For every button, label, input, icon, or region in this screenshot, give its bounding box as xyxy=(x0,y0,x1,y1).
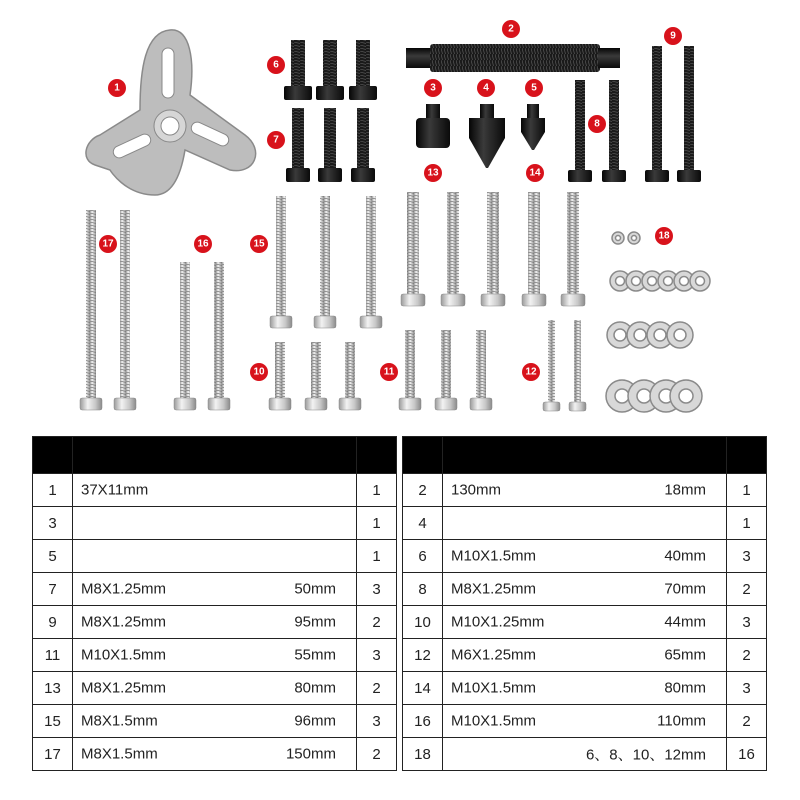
item-spec: M8X1.25mm xyxy=(81,580,167,598)
item-size: 80mm xyxy=(294,679,336,697)
badge-14 xyxy=(526,164,544,182)
table-row xyxy=(403,672,767,705)
badge-17 xyxy=(99,235,117,253)
item-size: 96mm xyxy=(294,712,336,730)
table-row xyxy=(403,540,767,573)
item-spec: M8X1.25mm xyxy=(81,679,167,697)
badge-10 xyxy=(250,363,268,381)
item-quantity: 3 xyxy=(357,705,397,738)
item-description xyxy=(73,639,357,672)
item-spec: M10X1.5mm xyxy=(451,547,537,565)
item-number: 18 xyxy=(403,738,443,771)
item-quantity: 2 xyxy=(357,672,397,705)
item-quantity: 3 xyxy=(357,639,397,672)
table-row xyxy=(33,474,397,507)
item-size: 44mm xyxy=(664,613,706,631)
table-row xyxy=(33,606,397,639)
table-row xyxy=(403,474,767,507)
black-bolts-9 xyxy=(645,46,701,182)
item-number: 2 xyxy=(403,474,443,507)
item-description xyxy=(73,672,357,705)
item-description xyxy=(73,606,357,639)
svg-text:15: 15 xyxy=(253,238,265,250)
item-quantity: 2 xyxy=(727,705,767,738)
item-size: 110mm xyxy=(657,712,706,730)
item-description xyxy=(73,738,357,771)
item-description xyxy=(443,705,727,738)
svg-text:3: 3 xyxy=(430,82,436,94)
adapter-cone-large xyxy=(469,104,505,168)
adapter-cone-small xyxy=(521,104,545,150)
item-size: 80mm xyxy=(664,679,706,697)
item-spec: M8X1.5mm xyxy=(81,712,158,730)
svg-text:6: 6 xyxy=(273,59,279,71)
badge-9 xyxy=(664,27,682,45)
table-header xyxy=(33,437,397,474)
item-number: 6 xyxy=(403,540,443,573)
item-quantity: 2 xyxy=(727,639,767,672)
black-bolts-6 xyxy=(284,40,377,100)
item-quantity: 3 xyxy=(727,540,767,573)
badge-2 xyxy=(502,20,520,38)
silver-bolts-11 xyxy=(399,330,492,410)
item-number: 13 xyxy=(33,672,73,705)
item-quantity: 1 xyxy=(357,540,397,573)
item-number: 8 xyxy=(403,573,443,606)
item-number: 1 xyxy=(33,474,73,507)
svg-text:18: 18 xyxy=(658,230,670,242)
item-size: 95mm xyxy=(294,613,336,631)
table-row xyxy=(33,738,397,771)
table-row xyxy=(403,573,767,606)
item-quantity: 1 xyxy=(727,474,767,507)
svg-text:7: 7 xyxy=(273,134,279,146)
badge-8 xyxy=(588,115,606,133)
item-description xyxy=(73,540,357,573)
item-size: 50mm xyxy=(294,580,336,598)
item-size: 70mm xyxy=(664,580,706,598)
item-description xyxy=(443,540,727,573)
spec-table-left xyxy=(32,436,397,771)
item-description xyxy=(73,507,357,540)
item-size: 6、8、10、12mm xyxy=(585,746,706,764)
silver-bolts-10 xyxy=(269,342,361,410)
item-spec: M8X1.25mm xyxy=(451,580,537,598)
silver-bolts-12 xyxy=(543,320,586,411)
svg-text:5: 5 xyxy=(531,82,537,94)
svg-text:13: 13 xyxy=(427,167,439,179)
item-quantity: 3 xyxy=(357,573,397,606)
table-row xyxy=(33,573,397,606)
badge-18 xyxy=(655,227,673,245)
svg-text:2: 2 xyxy=(508,23,514,35)
spec-table-right xyxy=(402,436,767,771)
table-row xyxy=(403,639,767,672)
svg-text:10: 10 xyxy=(253,366,265,378)
table-row xyxy=(33,507,397,540)
item-spec: M8X1.25mm xyxy=(81,613,167,631)
item-spec: M10X1.25mm xyxy=(451,613,545,631)
table-row xyxy=(403,705,767,738)
item-spec: M6X1.25mm xyxy=(451,646,537,664)
item-number: 12 xyxy=(403,639,443,672)
item-quantity: 1 xyxy=(727,507,767,540)
badge-6 xyxy=(267,56,285,74)
item-number: 3 xyxy=(33,507,73,540)
item-number: 11 xyxy=(33,639,73,672)
item-size: 18mm xyxy=(664,481,706,499)
svg-text:11: 11 xyxy=(383,366,395,378)
svg-text:9: 9 xyxy=(670,30,676,42)
table-row xyxy=(403,738,767,771)
item-number: 4 xyxy=(403,507,443,540)
item-description xyxy=(443,639,727,672)
silver-bolts-15 xyxy=(270,196,382,328)
badge-7 xyxy=(267,131,285,149)
item-description xyxy=(443,672,727,705)
item-size: 65mm xyxy=(664,646,706,664)
table-row xyxy=(33,639,397,672)
item-description xyxy=(443,507,727,540)
svg-text:12: 12 xyxy=(525,366,537,378)
item-spec: M8X1.5mm xyxy=(81,745,158,763)
badge-16 xyxy=(194,235,212,253)
item-spec: M10X1.5mm xyxy=(451,712,537,730)
item-description xyxy=(443,606,727,639)
item-number: 17 xyxy=(33,738,73,771)
item-size: 150mm xyxy=(285,745,336,763)
black-bolts-7 xyxy=(286,108,375,182)
table-row xyxy=(33,705,397,738)
badge-5 xyxy=(525,79,543,97)
item-description xyxy=(73,474,357,507)
washers xyxy=(606,232,710,412)
item-quantity: 2 xyxy=(357,606,397,639)
table-header xyxy=(403,437,767,474)
item-description xyxy=(73,573,357,606)
item-quantity: 3 xyxy=(727,606,767,639)
table-row xyxy=(403,606,767,639)
forcing-screw xyxy=(406,44,620,72)
badge-12 xyxy=(522,363,540,381)
table-row xyxy=(33,540,397,573)
svg-text:17: 17 xyxy=(102,238,114,250)
adapter-flat xyxy=(416,104,450,148)
item-number: 14 xyxy=(403,672,443,705)
item-quantity: 2 xyxy=(357,738,397,771)
item-description xyxy=(443,474,727,507)
badge-15 xyxy=(250,235,268,253)
badge-1 xyxy=(108,79,126,97)
svg-text:16: 16 xyxy=(197,238,209,250)
svg-text:8: 8 xyxy=(594,118,600,130)
item-description xyxy=(443,738,727,771)
item-size: 55mm xyxy=(294,646,336,664)
item-spec: 37X11mm xyxy=(81,481,149,499)
item-number: 16 xyxy=(403,705,443,738)
item-number: 7 xyxy=(33,573,73,606)
item-number: 5 xyxy=(33,540,73,573)
item-quantity: 1 xyxy=(357,507,397,540)
item-description xyxy=(73,705,357,738)
badge-3 xyxy=(424,79,442,97)
table-row xyxy=(33,672,397,705)
item-number: 9 xyxy=(33,606,73,639)
silver-bolts-16 xyxy=(174,262,230,410)
badge-13 xyxy=(424,164,442,182)
item-description xyxy=(443,573,727,606)
svg-text:14: 14 xyxy=(529,167,541,179)
item-quantity: 3 xyxy=(727,672,767,705)
item-quantity: 2 xyxy=(727,573,767,606)
item-number: 10 xyxy=(403,606,443,639)
badge-11 xyxy=(380,363,398,381)
item-spec: M10X1.5mm xyxy=(81,646,167,664)
silver-bolts-13-14 xyxy=(401,192,585,306)
item-number: 15 xyxy=(33,705,73,738)
table-row xyxy=(403,507,767,540)
svg-text:4: 4 xyxy=(483,82,489,94)
item-spec: 130mm xyxy=(451,481,502,499)
item-quantity: 16 xyxy=(727,738,767,771)
item-spec: M10X1.5mm xyxy=(451,679,537,697)
item-quantity: 1 xyxy=(357,474,397,507)
puller-plate xyxy=(86,30,256,195)
badge-4 xyxy=(477,79,495,97)
item-size: 40mm xyxy=(664,547,706,565)
svg-text:1: 1 xyxy=(114,82,120,94)
